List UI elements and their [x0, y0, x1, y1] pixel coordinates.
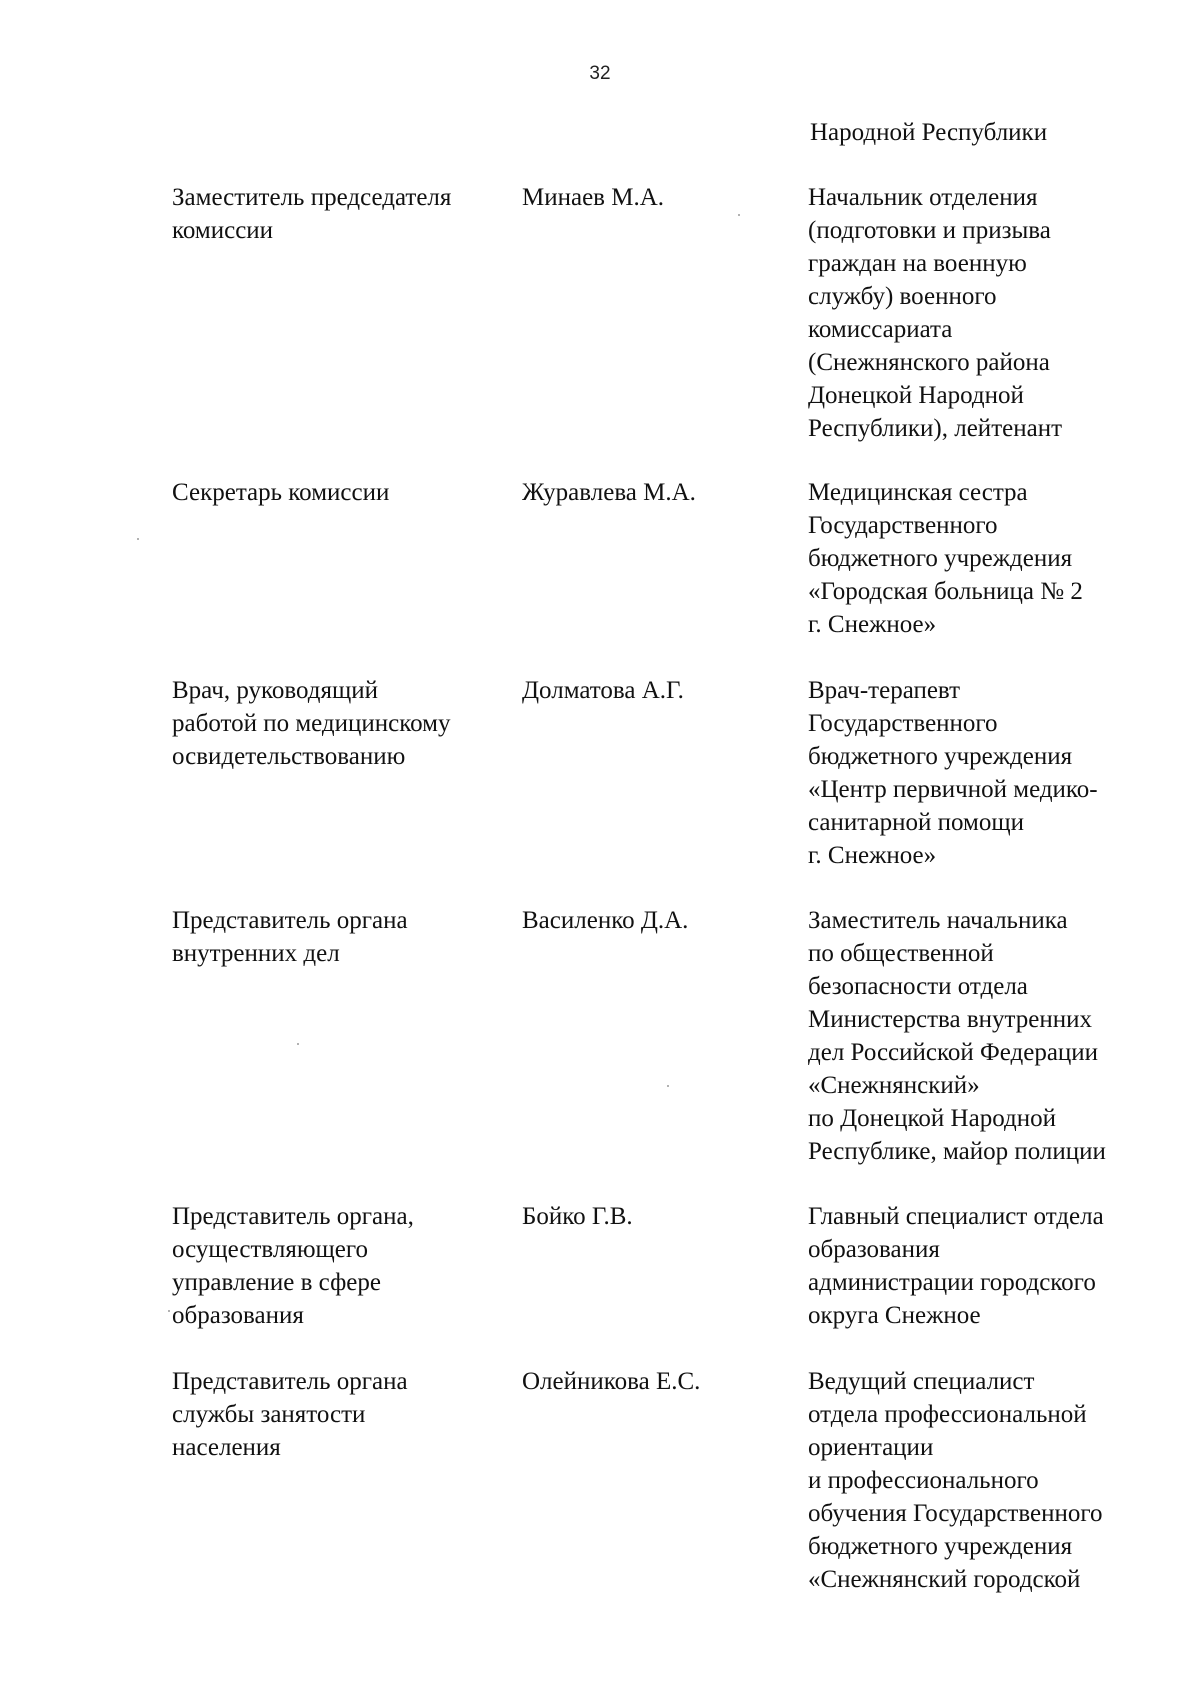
- text-line: «Центр первичной медико-: [808, 776, 1098, 803]
- member-name: Олейникова Е.С.: [522, 1368, 701, 1395]
- text-line: управление в сфере: [172, 1269, 381, 1296]
- member-role: [172, 181, 451, 247]
- text-line: Заместитель председателя: [172, 184, 452, 211]
- text-line: Представитель органа,: [172, 1203, 414, 1230]
- text-line: администрации городского: [808, 1269, 1096, 1296]
- member-role: [172, 674, 450, 773]
- text-line: ориентации: [808, 1434, 934, 1461]
- text-line: «Снежнянский городской: [808, 1566, 1081, 1593]
- text-line: внутренних дел: [172, 940, 340, 967]
- member-role: [172, 904, 408, 970]
- member-position: [808, 674, 1098, 872]
- text-line: населения: [172, 1434, 281, 1461]
- text-line: Врач-терапевт: [808, 677, 961, 704]
- text-line: безопасности отдела: [808, 973, 1028, 1000]
- member-position: [808, 181, 1062, 445]
- member-name: Бойко Г.В.: [522, 1203, 633, 1230]
- text-line: Главный специалист отдела: [808, 1203, 1104, 1230]
- text-line: освидетельствованию: [172, 743, 406, 770]
- text-line: Республики), лейтенант: [808, 415, 1062, 442]
- member-role: [172, 1200, 414, 1332]
- member-name: Журавлева М.А.: [522, 479, 696, 506]
- text-line: комиссии: [172, 217, 274, 244]
- scan-speck: [667, 1085, 669, 1087]
- text-line: бюджетного учреждения: [808, 545, 1073, 572]
- page-number: 32: [589, 63, 611, 84]
- text-line: Донецкой Народной: [808, 382, 1024, 409]
- text-line: Медицинская сестра: [808, 479, 1028, 506]
- member-position: [808, 1200, 1104, 1332]
- member-position: [808, 476, 1083, 641]
- text-line: г. Снежное»: [808, 842, 937, 869]
- text-line: обучения Государственного: [808, 1500, 1103, 1527]
- text-line: Ведущий специалист: [808, 1368, 1035, 1395]
- text-line: граждан на военную: [808, 250, 1027, 277]
- scan-speck: [297, 1043, 299, 1045]
- scan-speck: [137, 538, 139, 540]
- member-name: Минаев М.А.: [522, 184, 665, 211]
- text-line: службу) военного: [808, 283, 997, 310]
- text-line: «Снежнянский»: [808, 1072, 980, 1099]
- text-line: Народной Республики: [810, 119, 1048, 146]
- text-line: бюджетного учреждения: [808, 743, 1073, 770]
- text-line: Министерства внутренних: [808, 1006, 1092, 1033]
- text-line: (подготовки и призыва: [808, 217, 1051, 244]
- text-line: Республике, майор полиции: [808, 1138, 1106, 1165]
- text-line: Начальник отделения: [808, 184, 1038, 211]
- text-line: и профессионального: [808, 1467, 1039, 1494]
- text-line: по общественной: [808, 940, 994, 967]
- member-name: Долматова А.Г.: [522, 677, 684, 704]
- text-line: санитарной помощи: [808, 809, 1024, 836]
- member-position: [808, 904, 1106, 1168]
- text-line: работой по медицинскому: [172, 710, 451, 737]
- member-name: Василенко Д.А.: [522, 907, 689, 934]
- text-line: отдела профессиональной: [808, 1401, 1087, 1428]
- scan-speck: [738, 214, 740, 216]
- member-position: [808, 1365, 1103, 1596]
- scan-speck: [168, 1310, 170, 1312]
- text-line: Заместитель начальника: [808, 907, 1068, 934]
- text-line: округа Снежное: [808, 1302, 981, 1329]
- text-line: Государственного: [808, 512, 998, 539]
- text-line: бюджетного учреждения: [808, 1533, 1073, 1560]
- text-line: осуществляющего: [172, 1236, 368, 1263]
- text-line: по Донецкой Народной: [808, 1105, 1056, 1132]
- text-line: Секретарь комиссии: [172, 479, 390, 506]
- text-line: Врач, руководящий: [172, 677, 379, 704]
- text-line: образования: [808, 1236, 940, 1263]
- text-line: «Городская больница № 2: [808, 578, 1083, 605]
- continuation-text: [810, 116, 1047, 149]
- text-line: службы занятости: [172, 1401, 366, 1428]
- member-role: [172, 1365, 408, 1464]
- member-role: [172, 476, 389, 509]
- text-line: Государственного: [808, 710, 998, 737]
- text-line: Представитель органа: [172, 1368, 408, 1395]
- text-line: г. Снежное»: [808, 611, 937, 638]
- text-line: комиссариата: [808, 316, 953, 343]
- text-line: Представитель органа: [172, 907, 408, 934]
- text-line: дел Российской Федерации: [808, 1039, 1099, 1066]
- text-line: образования: [172, 1302, 304, 1329]
- text-line: (Снежнянского района: [808, 349, 1050, 376]
